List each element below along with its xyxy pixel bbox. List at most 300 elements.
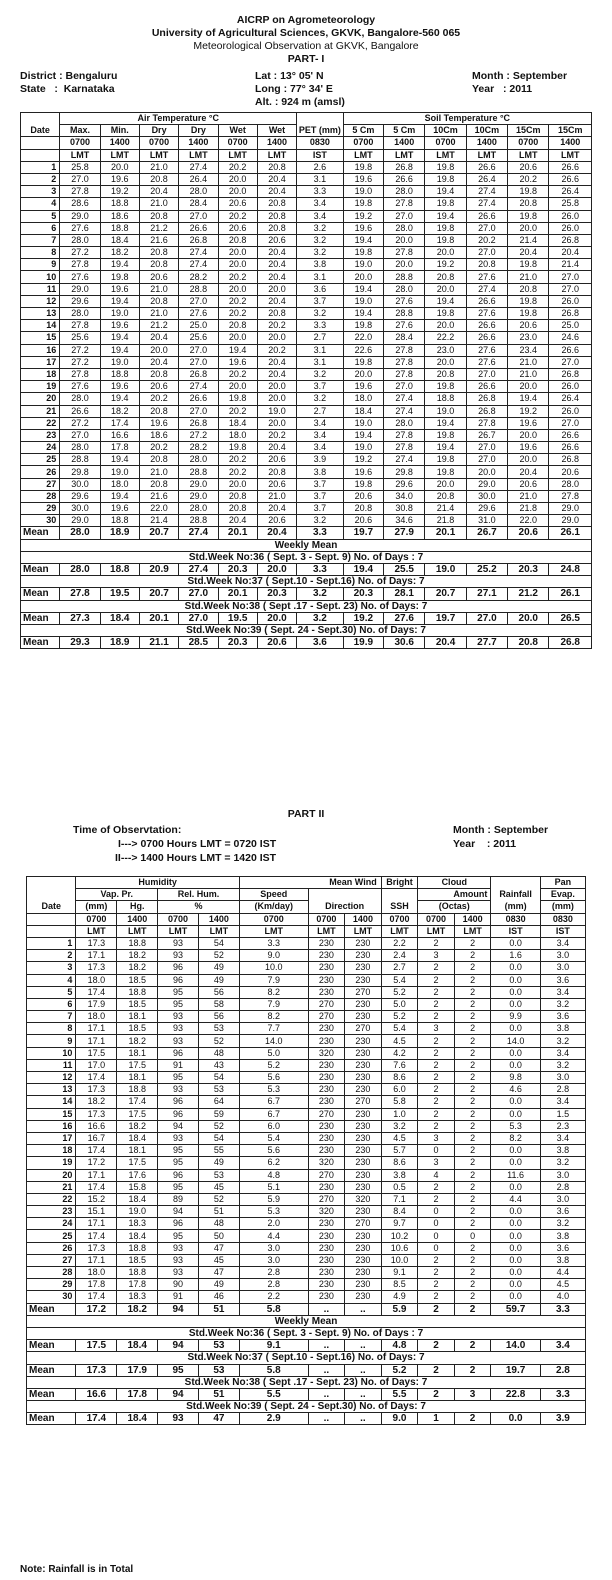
mean-value: 27.6 (384, 612, 425, 624)
mean-value: 29.3 (60, 637, 100, 649)
column-header: 5 Cm (343, 125, 383, 137)
value-cell: 22.0 (508, 515, 549, 527)
value-cell: 27.8 (60, 320, 100, 332)
value-cell: 28.6 (60, 198, 100, 210)
value-cell: 3.2 (381, 1120, 418, 1132)
value-cell: 270 (308, 1108, 345, 1120)
value-cell: 26.6 (549, 161, 592, 173)
mean-value: 19.9 (343, 637, 383, 649)
mean-value: 19.5 (100, 588, 139, 600)
mean-value: 18.4 (100, 612, 139, 624)
zone-header: LMT (549, 149, 592, 161)
value-cell: 27.4 (384, 393, 425, 405)
value-cell: 230 (308, 1132, 345, 1144)
part2-week-mean-row (27, 1340, 586, 1352)
value-cell: 3.4 (540, 937, 585, 949)
value-cell: 21.8 (508, 503, 549, 515)
date-cell: 11 (27, 1059, 76, 1071)
vap-unit-mm: (mm) (76, 901, 117, 913)
value-cell: 95 (158, 1230, 199, 1242)
value-cell: 16.6 (100, 429, 139, 441)
value-cell: 230 (308, 1230, 345, 1242)
rain-unit: (mm) (491, 901, 540, 913)
value-cell: 4.0 (540, 1291, 585, 1303)
value-cell: 20.0 (257, 332, 296, 344)
mean-value: .. (308, 1364, 345, 1376)
value-cell: 20.8 (257, 198, 296, 210)
value-cell: 2 (454, 1291, 491, 1303)
value-cell: 4.9 (381, 1291, 418, 1303)
value-cell: 230 (308, 1120, 345, 1132)
value-cell: 3.0 (239, 1254, 308, 1266)
zone-header: LMT (381, 925, 418, 937)
date-cell: 18 (27, 1145, 76, 1157)
value-cell: 17.8 (117, 1279, 158, 1291)
value-cell: 20.2 (139, 442, 178, 454)
part2-day-row (27, 1132, 586, 1144)
zone-header: LMT (308, 925, 345, 937)
value-cell: 20.2 (218, 368, 257, 380)
value-cell: 230 (345, 962, 382, 974)
part1-week-mean-row (21, 612, 592, 624)
part2-day-row (27, 1169, 586, 1181)
value-cell: 18.2 (117, 962, 158, 974)
value-cell: 3.4 (297, 429, 344, 441)
date-cell: 30 (27, 1291, 76, 1303)
value-cell: 27.6 (60, 271, 100, 283)
part1-zone-row (21, 149, 592, 161)
value-cell: 15.8 (117, 1181, 158, 1193)
mean-value: 16.6 (76, 1388, 117, 1400)
part2-day-row (27, 1011, 586, 1023)
mean-value: 27.9 (384, 527, 425, 539)
value-cell: 29.0 (179, 490, 218, 502)
mean-wind-header: Mean Wind (239, 877, 381, 889)
value-cell: 18.8 (117, 937, 158, 949)
date-cell: 6 (21, 222, 60, 234)
value-cell: 18.1 (117, 1011, 158, 1023)
value-cell: 19.4 (425, 186, 466, 198)
mean-value: 17.4 (76, 1413, 117, 1425)
mean-value: 3.6 (297, 637, 344, 649)
date-cell: 22 (27, 1193, 76, 1205)
value-cell: 27.0 (549, 283, 592, 295)
value-cell: 49 (198, 962, 239, 974)
value-cell: 19.6 (343, 173, 383, 185)
value-cell: 18.2 (117, 950, 158, 962)
mean-value: 17.5 (76, 1340, 117, 1352)
value-cell: 26.6 (466, 210, 507, 222)
value-cell: 2 (418, 1096, 455, 1108)
value-cell: 19.8 (425, 234, 466, 246)
value-cell: 26.6 (466, 381, 507, 393)
column-header: PET (mm) (297, 125, 344, 137)
zone-header: LMT (466, 149, 507, 161)
mean-value: 19.7 (425, 612, 466, 624)
value-cell: 230 (345, 1011, 382, 1023)
part2-day-row (27, 1206, 586, 1218)
value-cell: 19.6 (100, 173, 139, 185)
date-cell: 12 (21, 295, 60, 307)
value-cell: 3.3 (297, 186, 344, 198)
part2-day-row (27, 1193, 586, 1205)
value-cell: 10.0 (381, 1254, 418, 1266)
value-cell: 27.8 (60, 259, 100, 271)
value-cell: 19.8 (508, 259, 549, 271)
value-cell: 20.4 (257, 186, 296, 198)
value-cell: 4.6 (491, 1084, 540, 1096)
value-cell: 21.0 (257, 490, 296, 502)
value-cell: 20.0 (508, 454, 549, 466)
value-cell: 21.4 (508, 234, 549, 246)
value-cell: 20.4 (508, 247, 549, 259)
part2-day-row (27, 1084, 586, 1096)
std-week-label: Std.Week No:36 ( Sept. 3 - Sept. 9) No. of Days : 7 (21, 551, 592, 563)
date-cell: 1 (27, 937, 76, 949)
mean-value: 3.4 (540, 1340, 585, 1352)
mean-value: .. (308, 1413, 345, 1425)
value-cell: 1.5 (540, 1108, 585, 1120)
value-cell: 3.0 (540, 1169, 585, 1181)
value-cell: 28.8 (384, 308, 425, 320)
value-cell: 17.1 (76, 1035, 117, 1047)
date-cell: 3 (21, 186, 60, 198)
value-cell: 0.0 (491, 974, 540, 986)
time-header: 0700 (343, 137, 383, 149)
value-cell: 9.8 (491, 1072, 540, 1084)
value-cell: 5.6 (239, 1145, 308, 1157)
air-temperature-header: Air Temperature °C (60, 113, 297, 125)
value-cell: 20.8 (425, 490, 466, 502)
mean-value: 17.9 (117, 1364, 158, 1376)
mean-value: 5.5 (239, 1388, 308, 1400)
date-cell: 24 (21, 442, 60, 454)
value-cell: 19.4 (343, 283, 383, 295)
value-cell: 20.8 (139, 405, 178, 417)
value-cell: 19.4 (100, 454, 139, 466)
mean-value: 5.8 (239, 1364, 308, 1376)
value-cell: 95 (158, 1145, 199, 1157)
value-cell: 9.7 (381, 1218, 418, 1230)
value-cell: 21.0 (139, 466, 178, 478)
date-header-blank (21, 113, 60, 125)
value-cell: 2 (454, 1279, 491, 1291)
value-cell: 20.8 (508, 283, 549, 295)
part1-day-row (21, 442, 592, 454)
value-cell: 27.6 (60, 381, 100, 393)
part2-day-row (27, 1230, 586, 1242)
value-cell: 8.6 (381, 1157, 418, 1169)
value-cell: 26.6 (466, 161, 507, 173)
value-cell: 27.4 (179, 259, 218, 271)
value-cell: 230 (345, 1145, 382, 1157)
time-header: 1400 (100, 137, 139, 149)
value-cell: 89 (158, 1193, 199, 1205)
part2-table (26, 876, 586, 1425)
part2-day-row (27, 1218, 586, 1230)
value-cell: 2 (454, 1096, 491, 1108)
mean-value: 20.8 (508, 637, 549, 649)
value-cell: 2 (454, 1169, 491, 1181)
value-cell: 45 (198, 1254, 239, 1266)
value-cell: 17.5 (117, 1059, 158, 1071)
value-cell: 230 (345, 1047, 382, 1059)
mean-value: 26.5 (549, 612, 592, 624)
value-cell: 3.1 (297, 356, 344, 368)
value-cell: 20.4 (139, 332, 178, 344)
mean-value: 20.4 (257, 527, 296, 539)
value-cell: 45 (198, 1181, 239, 1193)
value-cell: 7.7 (239, 1023, 308, 1035)
value-cell: 19.4 (218, 344, 257, 356)
value-cell: 26.4 (549, 186, 592, 198)
value-cell: 16.7 (76, 1132, 117, 1144)
value-cell: 28.4 (179, 198, 218, 210)
value-cell: 17.3 (76, 1084, 117, 1096)
value-cell: 25.0 (549, 320, 592, 332)
value-cell: 54 (198, 937, 239, 949)
value-cell: 8.2 (491, 1132, 540, 1144)
value-cell: 20.2 (218, 271, 257, 283)
value-cell: 2 (454, 1072, 491, 1084)
value-cell: 19.6 (343, 222, 383, 234)
zone-header: LMT (139, 149, 178, 161)
value-cell: 3.2 (297, 222, 344, 234)
value-cell: 20.6 (218, 222, 257, 234)
value-cell: 0.0 (491, 1254, 540, 1266)
mean-value: 20.7 (139, 527, 178, 539)
date-cell: 29 (21, 503, 60, 515)
part1-week-mean-row (21, 588, 592, 600)
value-cell: 230 (345, 1035, 382, 1047)
value-cell: 20.2 (139, 393, 178, 405)
value-cell: 93 (158, 937, 199, 949)
value-cell: 1.0 (381, 1108, 418, 1120)
value-cell: 6.0 (239, 1120, 308, 1132)
value-cell: 8.2 (239, 986, 308, 998)
value-cell: 2 (454, 1035, 491, 1047)
value-cell: 3.0 (540, 1193, 585, 1205)
time-header: 0700 (308, 913, 345, 925)
value-cell: 28.8 (179, 515, 218, 527)
value-cell: 23.4 (508, 344, 549, 356)
bright-header: Bright (381, 877, 418, 889)
p2-date-blank (27, 877, 76, 889)
part2-year-label: Year : 2011 (453, 838, 517, 850)
value-cell: 18.1 (117, 1145, 158, 1157)
value-cell: 3 (418, 1132, 455, 1144)
value-cell: 26.0 (549, 405, 592, 417)
value-cell: 20.4 (218, 515, 257, 527)
value-cell: 5.2 (381, 986, 418, 998)
part1-monthly-mean-row (21, 527, 592, 539)
value-cell: 8.6 (381, 1072, 418, 1084)
part1-weekly-title-row (21, 539, 592, 551)
value-cell: 20.0 (508, 222, 549, 234)
value-cell: 18.4 (218, 417, 257, 429)
mean-value: 17.8 (117, 1388, 158, 1400)
value-cell: 27.4 (384, 454, 425, 466)
value-cell: 28.0 (60, 308, 100, 320)
value-cell: 2.8 (540, 1181, 585, 1193)
value-cell: 19.8 (425, 198, 466, 210)
value-cell: 27.0 (466, 247, 507, 259)
part1-day-row (21, 320, 592, 332)
mean-value: .. (308, 1340, 345, 1352)
part2-day-row (27, 950, 586, 962)
time-header: 0700 (239, 913, 308, 925)
value-cell: 2 (454, 1120, 491, 1132)
value-cell: 4.4 (239, 1230, 308, 1242)
value-cell: 93 (158, 950, 199, 962)
value-cell: 27.4 (466, 283, 507, 295)
value-cell: 2 (454, 1254, 491, 1266)
part1-day-row (21, 356, 592, 368)
value-cell: 19.2 (343, 454, 383, 466)
value-cell: 19.8 (343, 198, 383, 210)
time-header: 0700 (76, 913, 117, 925)
value-cell: 14.0 (491, 1035, 540, 1047)
part2-day-row (27, 1059, 586, 1071)
value-cell: 0.0 (491, 998, 540, 1010)
value-cell: 26.6 (549, 429, 592, 441)
value-cell: 230 (308, 950, 345, 962)
value-cell: 93 (158, 1254, 199, 1266)
value-cell: 17.4 (76, 986, 117, 998)
value-cell: 20.6 (549, 466, 592, 478)
value-cell: 27.4 (466, 186, 507, 198)
p2-date-header: Date (27, 901, 76, 913)
value-cell: 2 (418, 1254, 455, 1266)
mean-value: 19.7 (491, 1364, 540, 1376)
value-cell: 27.8 (60, 368, 100, 380)
value-cell: 7.9 (239, 998, 308, 1010)
mean-value: 27.4 (179, 563, 218, 575)
time-header: 1400 (466, 137, 507, 149)
part2-weekly-title-row (27, 1315, 586, 1327)
value-cell: 17.6 (117, 1169, 158, 1181)
value-cell: 91 (158, 1059, 199, 1071)
part2-week-mean-row (27, 1413, 586, 1425)
value-cell: 27.2 (60, 417, 100, 429)
value-cell: 20.2 (218, 161, 257, 173)
value-cell: 27.0 (179, 405, 218, 417)
value-cell: 2.2 (381, 937, 418, 949)
mean-value: 28.5 (179, 637, 218, 649)
mean-value: 18.4 (117, 1340, 158, 1352)
value-cell: 19.8 (425, 173, 466, 185)
value-cell: 20.0 (508, 381, 549, 393)
date-cell: 18 (21, 368, 60, 380)
part2-week-mean-row (27, 1388, 586, 1400)
observation-time-two: II---> 1400 Hours LMT = 1420 IST (115, 852, 277, 864)
zone-header: IST (540, 925, 585, 937)
part1-day-row (21, 381, 592, 393)
altitude-label: Alt. : 924 m (amsl) (255, 96, 345, 108)
value-cell: 20.4 (508, 466, 549, 478)
value-cell: 3.0 (239, 1242, 308, 1254)
value-cell: 19.8 (508, 308, 549, 320)
zone-header: LMT (60, 149, 100, 161)
humidity-header: Humidity (76, 877, 239, 889)
value-cell: 26.8 (179, 234, 218, 246)
value-cell: 26.6 (60, 405, 100, 417)
value-cell: 2 (418, 1035, 455, 1047)
value-cell: 2 (454, 937, 491, 949)
zone-header: LMT (218, 149, 257, 161)
value-cell: 29.6 (466, 503, 507, 515)
value-cell: 230 (345, 1267, 382, 1279)
part2-week-mean-row (27, 1364, 586, 1376)
value-cell: 93 (158, 1132, 199, 1144)
value-cell: 2.2 (239, 1291, 308, 1303)
value-cell: 3.2 (297, 368, 344, 380)
mean-value: 20.1 (218, 588, 257, 600)
value-cell: 19.6 (100, 283, 139, 295)
value-cell: 28.8 (179, 283, 218, 295)
zone-header: LMT (454, 925, 491, 937)
mean-value: 5.9 (381, 1303, 418, 1315)
value-cell: 2 (454, 1242, 491, 1254)
value-cell: 27.8 (384, 344, 425, 356)
date-cell: 17 (21, 356, 60, 368)
mean-label: Mean (21, 527, 60, 539)
value-cell: 19.4 (100, 393, 139, 405)
value-cell: 27.0 (179, 356, 218, 368)
time-header: 0830 (540, 913, 585, 925)
zone-header: IST (491, 925, 540, 937)
cloud-header: Cloud (418, 877, 491, 889)
value-cell: 20.2 (218, 210, 257, 222)
value-cell: 27.6 (466, 308, 507, 320)
value-cell: 17.4 (76, 1230, 117, 1242)
value-cell: 2.8 (540, 1084, 585, 1096)
value-cell: 2 (454, 1023, 491, 1035)
value-cell: 0 (418, 1206, 455, 1218)
part2-day-row (27, 974, 586, 986)
date-cell: 23 (21, 429, 60, 441)
part2-month-label: Month : September (453, 824, 549, 836)
value-cell: 20.8 (508, 198, 549, 210)
value-cell: 2 (418, 1072, 455, 1084)
value-cell: 19.8 (508, 186, 549, 198)
value-cell: 20.2 (257, 344, 296, 356)
value-cell: 29.8 (384, 466, 425, 478)
value-cell: 43 (198, 1059, 239, 1071)
date-cell: 23 (27, 1206, 76, 1218)
value-cell: 2 (418, 937, 455, 949)
time-header: 1400 (549, 137, 592, 149)
value-cell: 19.8 (343, 247, 383, 259)
value-cell: 320 (308, 1206, 345, 1218)
value-cell: 19.8 (425, 466, 466, 478)
value-cell: 95 (158, 1157, 199, 1169)
value-cell: 0.0 (491, 1157, 540, 1169)
value-cell: 5.2 (239, 1059, 308, 1071)
value-cell: 20.0 (508, 429, 549, 441)
mean-value: 20.1 (139, 612, 178, 624)
value-cell: 19.6 (100, 320, 139, 332)
value-cell: 24.6 (549, 332, 592, 344)
value-cell: 26.0 (549, 210, 592, 222)
value-cell: 20.8 (218, 234, 257, 246)
date-cell: 29 (27, 1279, 76, 1291)
mean-value: 3.3 (540, 1303, 585, 1315)
value-cell: 20.4 (257, 442, 296, 454)
part2-monthly-mean-row (27, 1303, 586, 1315)
part2-day-row (27, 1035, 586, 1047)
value-cell: 18.0 (100, 478, 139, 490)
